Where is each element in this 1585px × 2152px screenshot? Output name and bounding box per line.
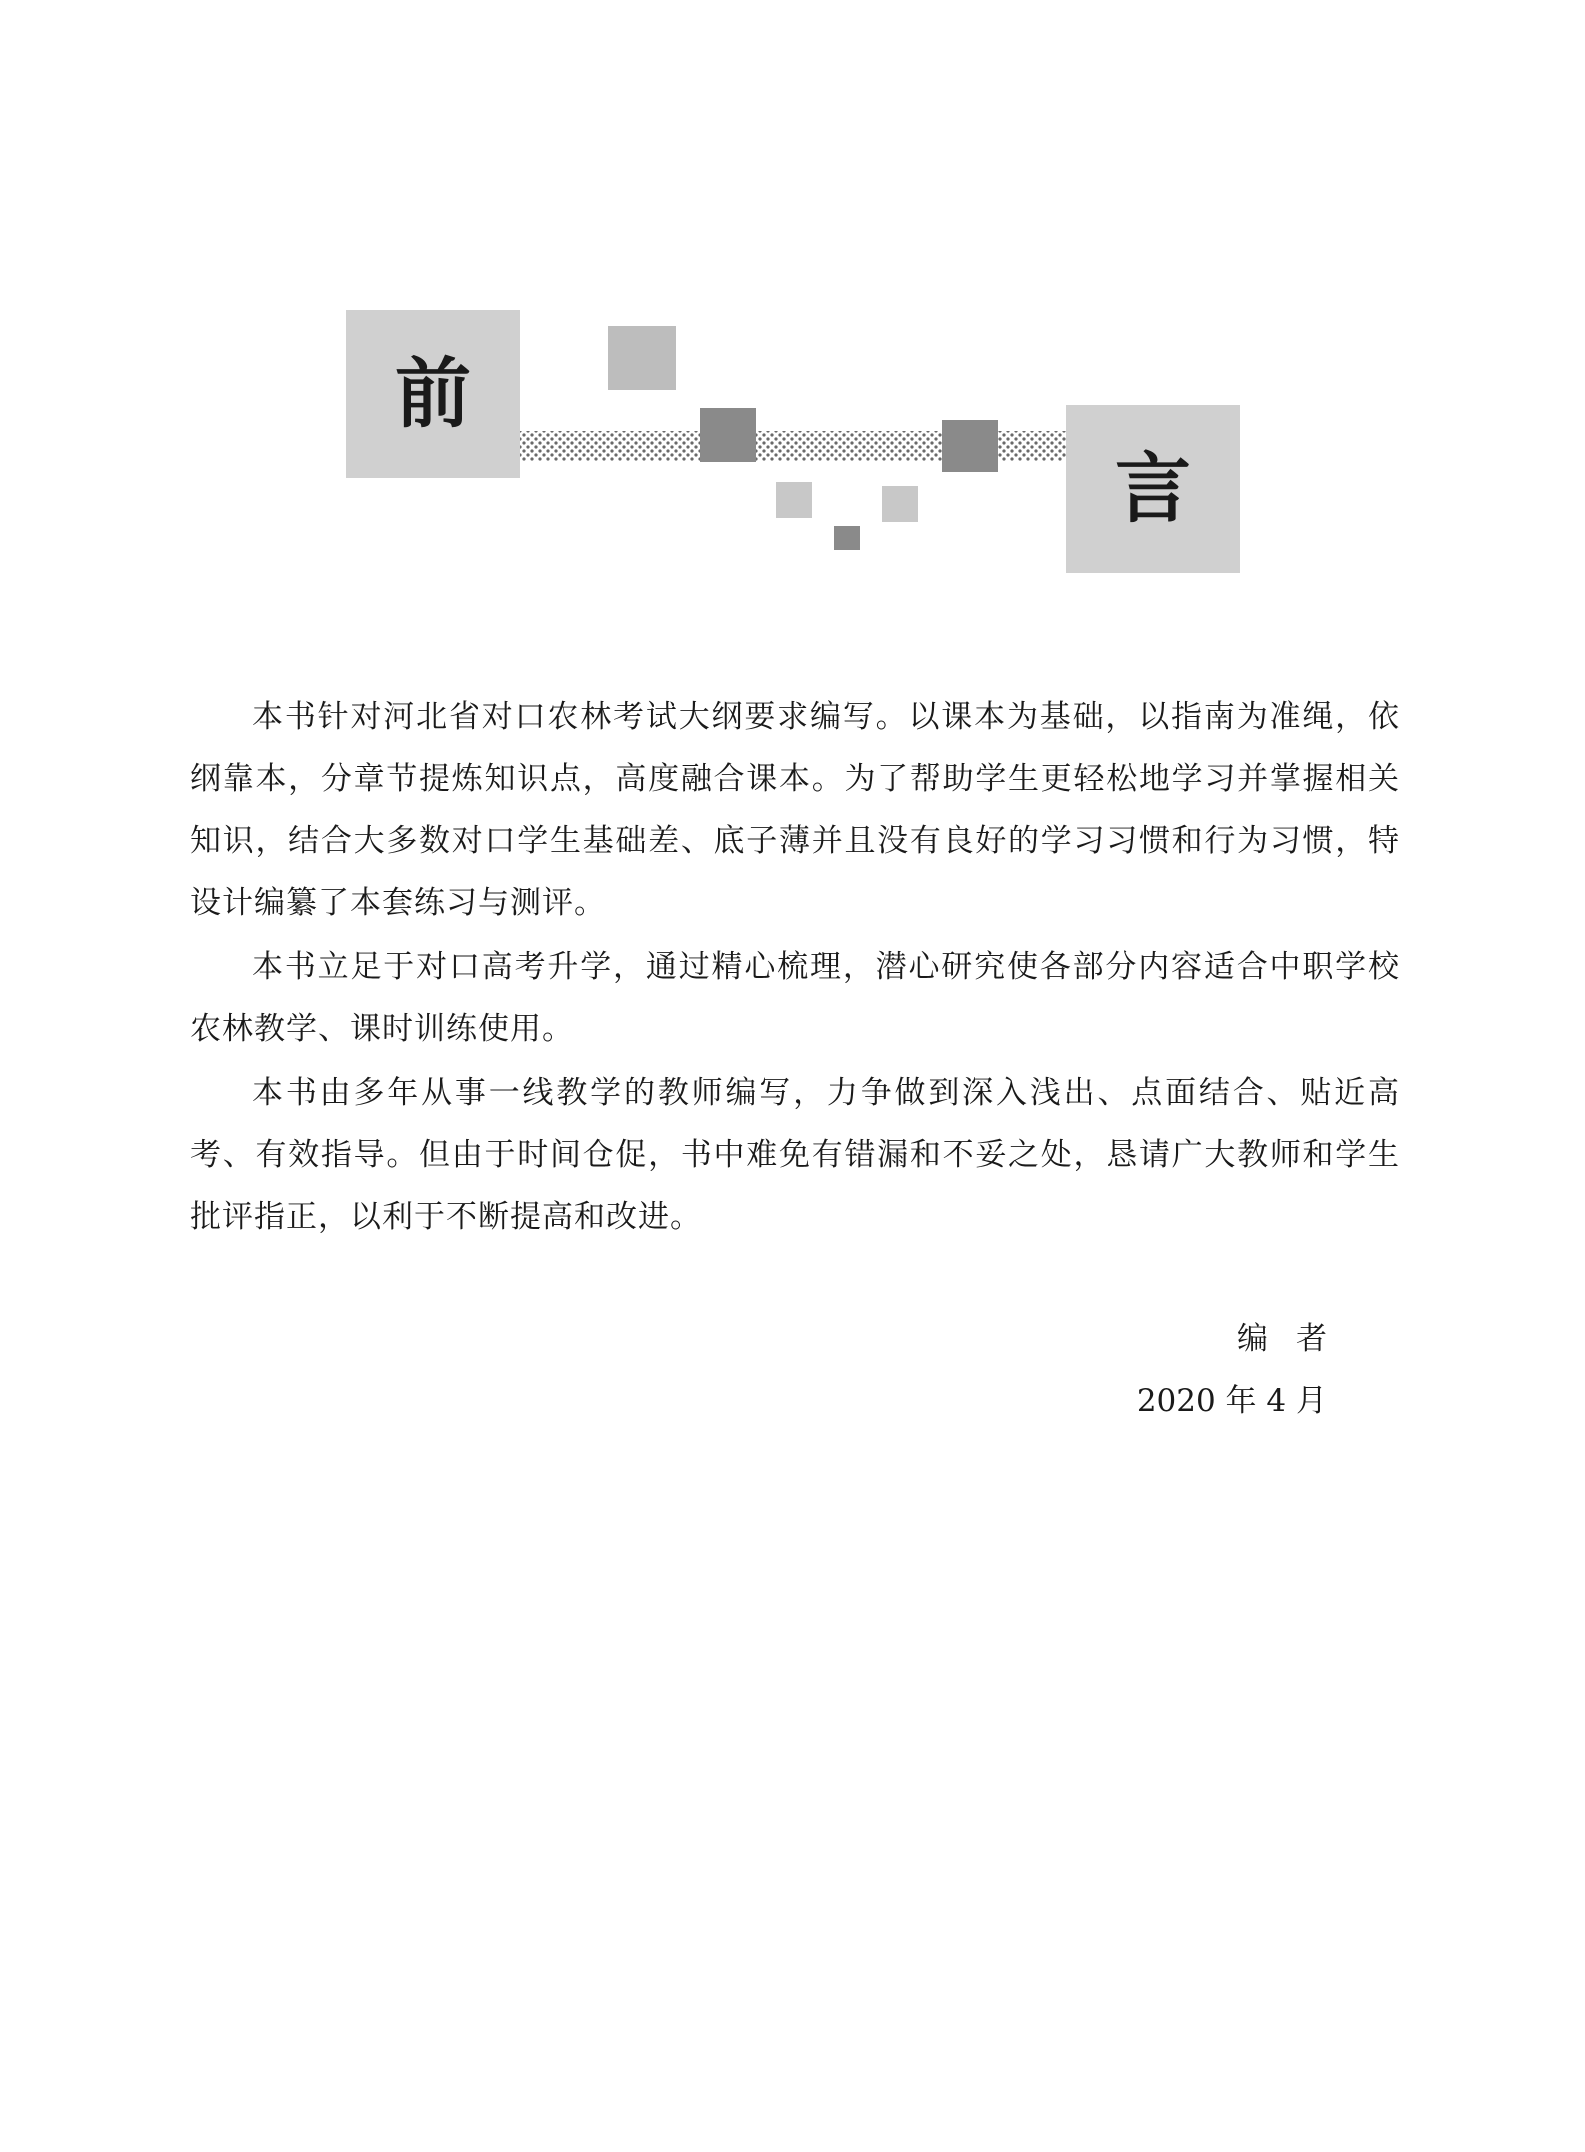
paragraph: 本书由多年从事一线教学的教师编写，力争做到深入浅出、点面结合、贴近高考、有效指导。但由于时间仓促，书中难免有错漏和不妥之处，恳请广大教师和学生批评指正，以利于不断提高和改进。	[190, 1075, 1400, 1235]
paragraph: 本书针对河北省对口农林考试大纲要求编写。以课本为基础，以指南为准绳，依纲靠本，分章节提炼知识点，高度融合课本。为了帮助学生更轻松地学习并掌握相关知识，结合大多数对口学生基础差、底子薄并且没有良好的学习习惯和行为习惯，特设计编纂了本套练习与测评。	[190, 699, 1400, 921]
preface-body	[190, 686, 1400, 1250]
signature-author: 编者	[1237, 1321, 1355, 1357]
heading-box-first	[346, 310, 520, 478]
decor-square	[608, 326, 676, 390]
decor-square	[834, 526, 860, 550]
heading-ornament	[0, 0, 1585, 620]
decor-square	[700, 408, 756, 462]
heading-box-second	[1066, 405, 1240, 573]
paragraph: 本书立足于对口高考升学，通过精心梳理，潜心研究使各部分内容适合中职学校农林教学、课时训练使用。	[190, 949, 1400, 1047]
signature-block	[1136, 1308, 1355, 1432]
heading-char-2: 言	[1115, 444, 1191, 533]
decor-square	[776, 482, 812, 518]
decor-square	[882, 486, 918, 522]
signature-date: 2020 年 4 月	[1136, 1383, 1327, 1419]
heading-char-1: 前	[395, 349, 471, 438]
decor-square	[942, 420, 998, 472]
